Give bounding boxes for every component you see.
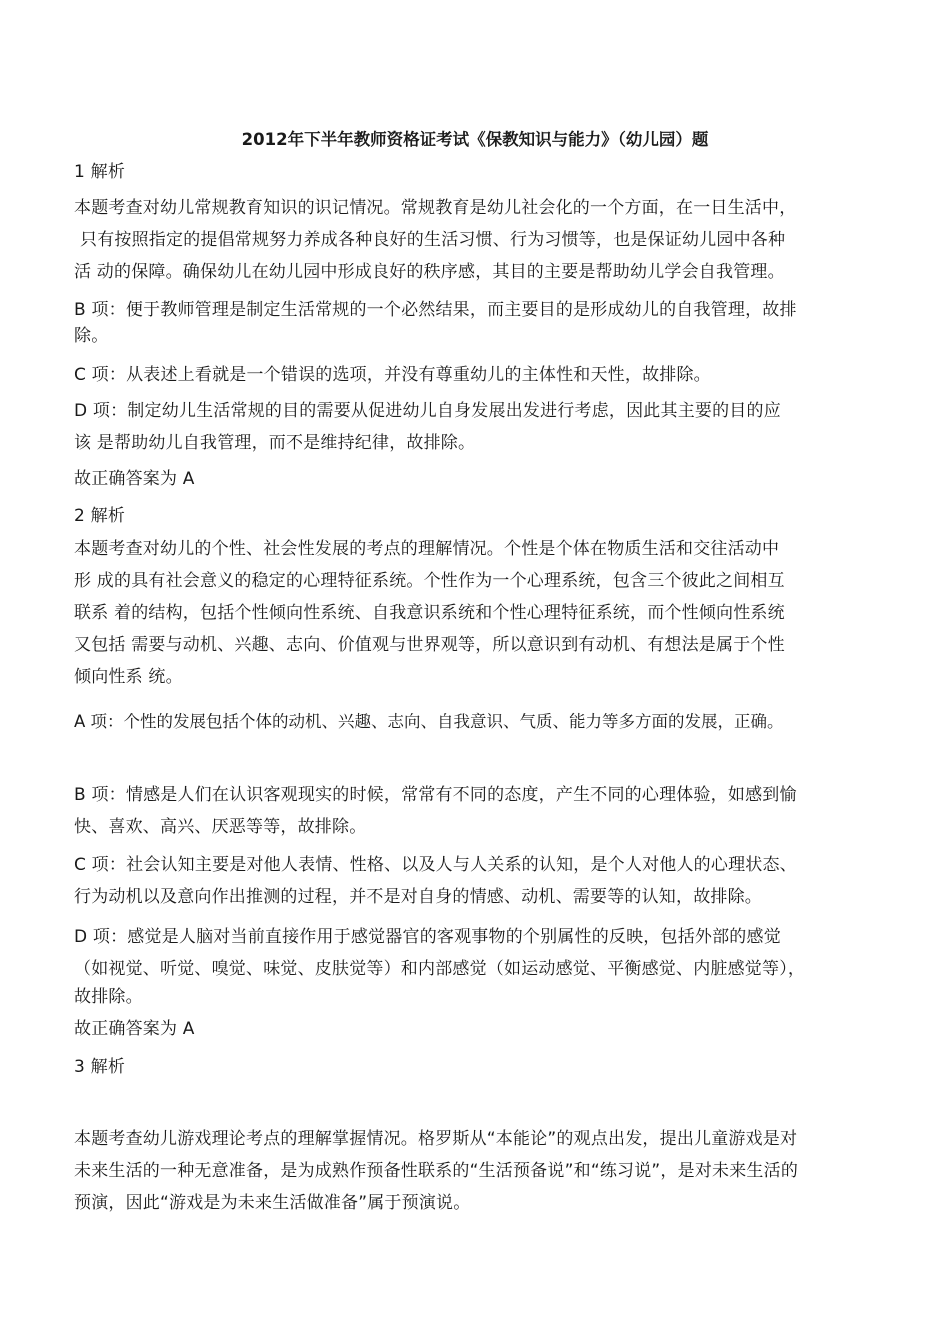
q1-option-d	[74, 395, 894, 459]
q1-option-b-line: B 项：便于教师管理是制定生活常规的一个必然结果，而主要目的是形成幼儿的自我管理，故排	[74, 300, 797, 320]
q1-intro-line: 只有按照指定的提倡常规努力养成各种良好的生活习惯、行为习惯等，也是保证幼儿园中各种	[80, 230, 786, 250]
q2-intro-line: 本题考查对幼儿的个性、社会性发展的考点的理解情况。个性是个体在物质生活和交往活动中	[74, 539, 780, 559]
q2-option-d-line: 故排除。	[74, 987, 143, 1007]
q2-heading: 2 解析	[74, 506, 126, 526]
q3-intro-line: 未来生活的一种无意准备，是为成熟作预备性联系的“生活预备说”和“练习说”，是对未来生活的	[74, 1161, 799, 1181]
q1-option-c	[74, 359, 894, 391]
q1-option-b-line: 除。	[74, 326, 109, 346]
q1-option-d-line: D 项：制定幼儿生活常规的目的需要从促进幼儿自身发展出发进行考虑，因此其主要的目的应	[74, 401, 781, 421]
q2-option-c-line: C 项：社会认知主要是对他人表情、性格、以及人与人关系的认知，是个人对他人的心理状态、	[74, 855, 797, 875]
q2-option-a	[74, 706, 904, 738]
q2-intro-line: 倾向性系 统。	[74, 667, 183, 687]
q2-intro-line: 形 成的具有社会意义的稳定的心理特征系统。个性作为一个心理系统，包含三个彼此之间相互	[74, 571, 785, 591]
q3-intro	[74, 1123, 894, 1219]
q2-option-d-line: （如视觉、听觉、嗅觉、味觉、皮肤觉等）和内部感觉（如运动感觉、平衡感觉、内脏感觉等），	[74, 959, 806, 979]
q2-option-b	[74, 779, 894, 843]
q1-heading: 1 解析	[74, 162, 126, 182]
q2-intro-line: 联系 着的结构，包括个性倾向性系统、自我意识系统和个性心理特征系统，而个性倾向性系统	[74, 603, 785, 623]
document-title: 2012年下半年教师资格证考试《保教知识与能力》（幼儿园）题	[241, 130, 709, 149]
q3-intro-line: 本题考查幼儿游戏理论考点的理解掌握情况。格罗斯从“本能论”的观点出发，提出儿童游戏是对	[74, 1129, 798, 1149]
q3-intro-line: 预演，因此“游戏是为未来生活做准备”属于预演说。	[74, 1193, 471, 1213]
q2-option-b-line: B 项：情感是人们在认识客观现实的时候，常常有不同的态度，产生不同的心理体验，如感到愉	[74, 785, 797, 805]
q1-option-c-line: C 项：从表述上看就是一个错误的选项，并没有尊重幼儿的主体性和天性，故排除。	[74, 365, 711, 385]
q2-option-d-line: D 项：感觉是人脑对当前直接作用于感觉器官的客观事物的个别属性的反映，包括外部的感觉	[74, 927, 781, 947]
q1-option-b	[74, 294, 894, 352]
q1-intro	[74, 192, 894, 288]
q2-option-c	[74, 849, 894, 913]
q2-option-d	[74, 921, 894, 1013]
q2-intro	[74, 533, 894, 693]
q2-option-b-line: 快、喜欢、高兴、厌恶等等，故排除。	[74, 817, 367, 837]
q1-option-d-line: 该 是帮助幼儿自我管理，而不是维持纪律，故排除。	[74, 433, 476, 453]
q2-option-c-line: 行为动机以及意向作出推测的过程，并不是对自身的情感、动机、需要等的认知，故排除。	[74, 887, 762, 907]
q2-option-a-line: A 项：个性的发展包括个体的动机、兴趣、志向、自我意识、气质、能力等多方面的发展，正确。	[74, 712, 784, 731]
q3-heading: 3 解析	[74, 1057, 126, 1077]
q2-answer: 故正确答案为 A	[74, 1019, 195, 1039]
q1-intro-line: 本题考查对幼儿常规教育知识的识记情况。常规教育是幼儿社会化的一个方面，在一日生活中，	[74, 198, 797, 218]
q2-intro-line: 又包括 需要与动机、兴趣、志向、价值观与世界观等，所以意识到有动机、有想法是属于个性	[74, 635, 785, 655]
q1-intro-line: 活 动的保障。确保幼儿在幼儿园中形成良好的秩序感，其目的主要是帮助幼儿学会自我管理。	[74, 262, 785, 282]
q1-answer: 故正确答案为 A	[74, 469, 195, 489]
